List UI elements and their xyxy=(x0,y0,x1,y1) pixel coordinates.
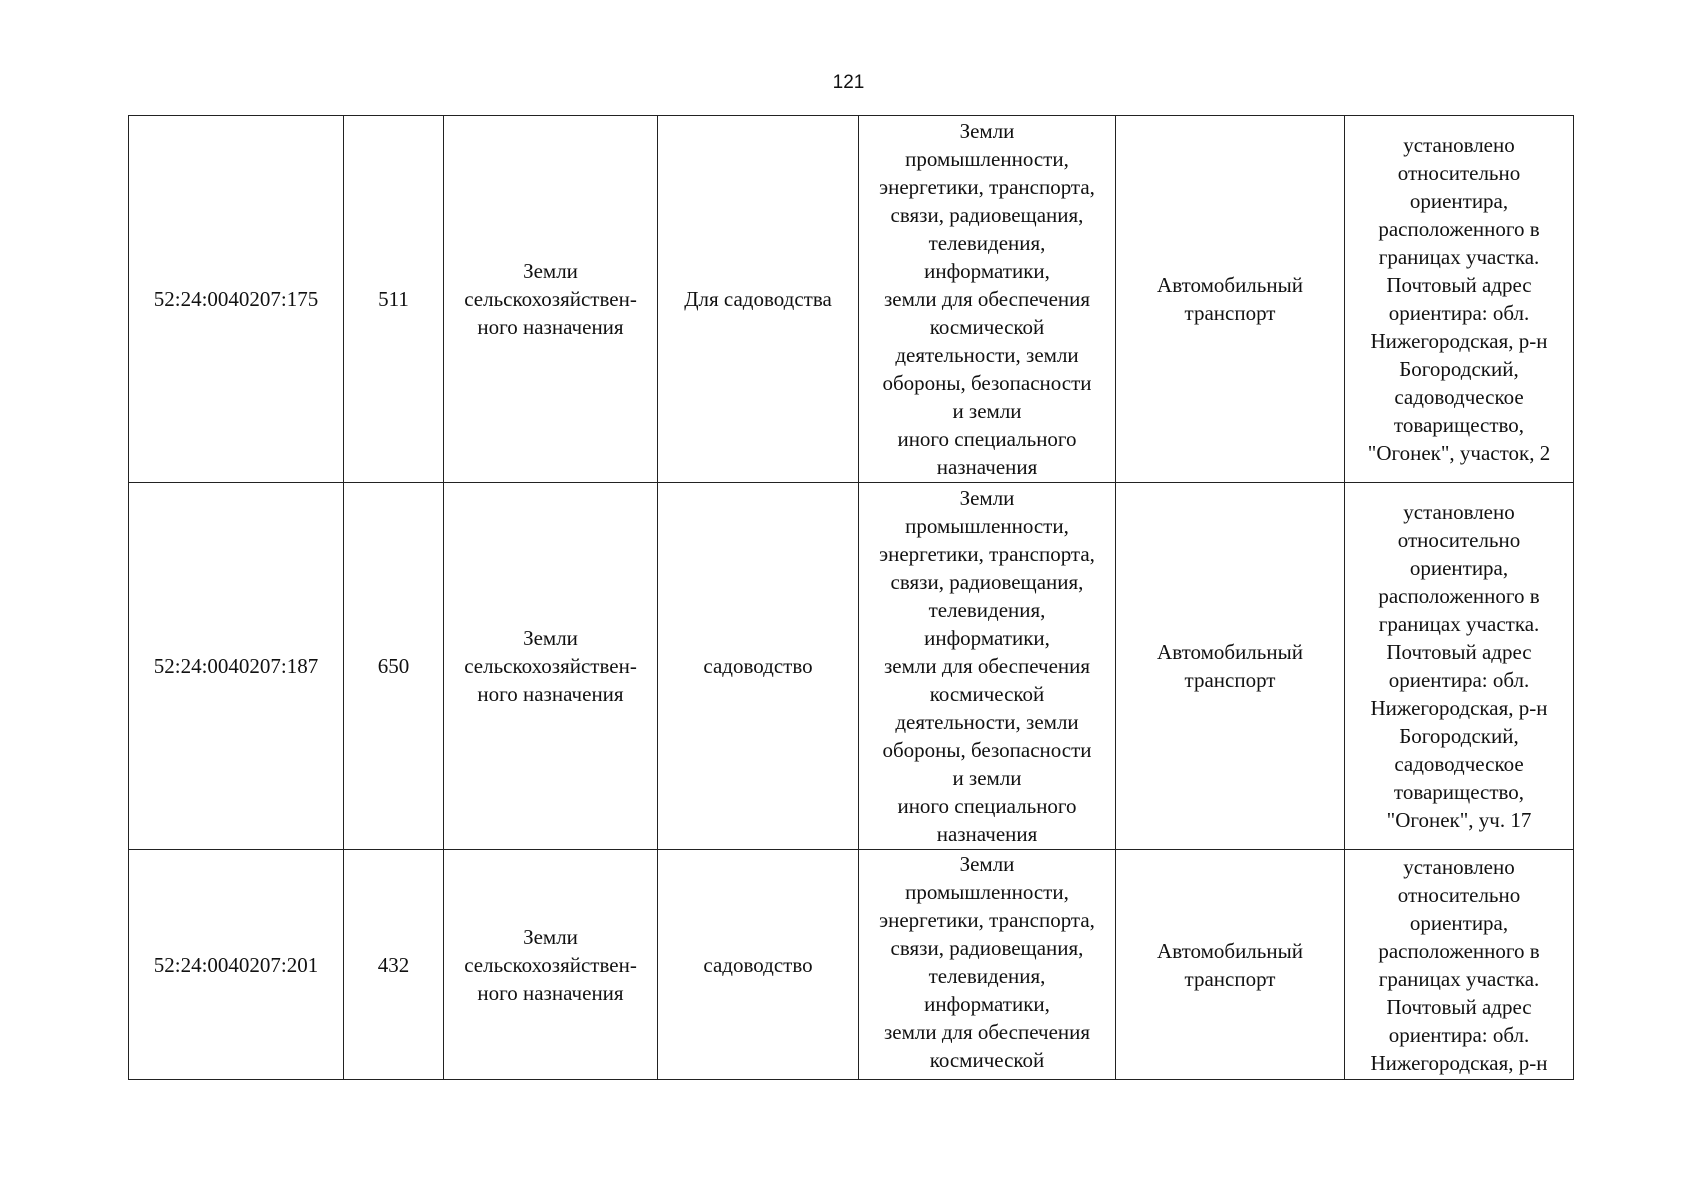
land-category-cell: Земли сельскохозяйствен- ного назначения xyxy=(444,483,658,850)
permitted-use-cell: садоводство xyxy=(658,850,859,1080)
area-cell: 511 xyxy=(344,116,444,483)
transport-type-cell: Автомобильный транспорт xyxy=(1116,116,1345,483)
address-cell: установлено относительно ориентира, расположенного в границах участка. Почтовый адрес ориентира: обл. Нижегородская, р-н Богородский, садоводческое товарищество, "Огонек", участок, 2 xyxy=(1345,116,1574,483)
transport-type-cell: Автомобильный транспорт xyxy=(1116,850,1345,1080)
crossed-land-categories-cell: Земли промышленности, энергетики, транспорта, связи, радиовещания, телевидения, информатики, земли для обеспечения космической деятельности, земли обороны, безопасности и земли иного специального назначения xyxy=(859,116,1116,483)
land-plots-table xyxy=(128,115,1574,1080)
transport-type-cell: Автомобильный транспорт xyxy=(1116,483,1345,850)
crossed-land-categories-cell: Земли промышленности, энергетики, транспорта, связи, радиовещания, телевидения, информатики, земли для обеспечения космической деятельности, земли обороны, безопасности и земли иного специального назначения xyxy=(859,483,1116,850)
address-cell: установлено относительно ориентира, расположенного в границах участка. Почтовый адрес ориентира: обл. Нижегородская, р-н Богородский, садоводческое товарищество, "Огонек", уч. 17 xyxy=(1345,483,1574,850)
table-row xyxy=(129,483,1574,850)
table-row xyxy=(129,850,1574,1080)
address-cell: установлено относительно ориентира, расположенного в границах участка. Почтовый адрес ориентира: обл. Нижегородская, р-н xyxy=(1345,850,1574,1080)
area-cell: 650 xyxy=(344,483,444,850)
cadastral-number-cell: 52:24:0040207:201 xyxy=(129,850,344,1080)
land-category-cell: Земли сельскохозяйствен- ного назначения xyxy=(444,116,658,483)
cadastral-number-cell: 52:24:0040207:187 xyxy=(129,483,344,850)
permitted-use-cell: Для садоводства xyxy=(658,116,859,483)
cadastral-number-cell: 52:24:0040207:175 xyxy=(129,116,344,483)
page-number: 121 xyxy=(832,72,865,93)
crossed-land-categories-cell: Земли промышленности, энергетики, транспорта, связи, радиовещания, телевидения, информатики, земли для обеспечения космической xyxy=(859,850,1116,1080)
table-row xyxy=(129,116,1574,483)
land-category-cell: Земли сельскохозяйствен- ного назначения xyxy=(444,850,658,1080)
permitted-use-cell: садоводство xyxy=(658,483,859,850)
area-cell: 432 xyxy=(344,850,444,1080)
